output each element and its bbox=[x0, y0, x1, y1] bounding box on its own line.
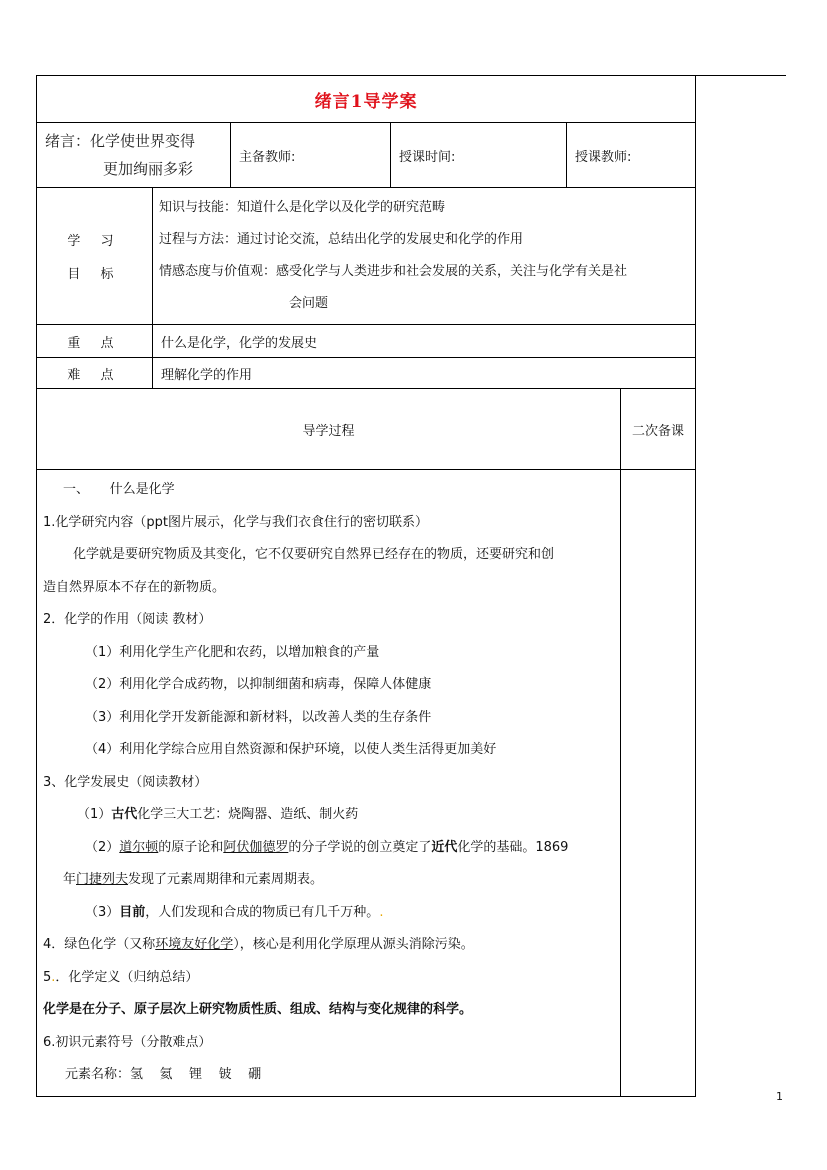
section-1-1: 1.化学研究内容（ppt图片展示，化学与我们衣食住行的密切联系） bbox=[43, 514, 429, 530]
s3-1-bold: 古代 bbox=[111, 807, 138, 822]
s3-2b-pre: 年 bbox=[63, 872, 77, 887]
section-2-4: （4）利用化学综合应用自然资源和保护环境，以使人类生活得更加美好 bbox=[85, 742, 497, 757]
goals-content bbox=[153, 188, 696, 325]
s4-underlined: 环境友好化学 bbox=[155, 937, 234, 952]
mendeleev-name: 门捷列夫 bbox=[76, 872, 129, 887]
difficult-point-label: 难 点 bbox=[37, 358, 153, 389]
section-2-2: （2）利用化学合成药物，以抑制细菌和病毒，保障人体健康 bbox=[85, 677, 432, 692]
key-point-text: 什么是化学，化学的发展史 bbox=[153, 325, 696, 358]
section-6: 6.初识元素符号（分散难点） bbox=[43, 1034, 212, 1050]
lesson-plan-table bbox=[36, 75, 696, 1097]
s4-rest: ），核心是利用化学原理从源头消除污染。 bbox=[233, 937, 474, 952]
s3-2b-rest: 发现了元素周期律和元素周期表。 bbox=[128, 872, 324, 887]
s3-1-rest: 化学三大工艺：烧陶器、造纸、制火药 bbox=[137, 807, 359, 822]
section-2-3: （3）利用化学开发新能源和新材料，以改善人类的生存条件 bbox=[85, 709, 432, 725]
subject-line-1: 绪言：化学使世界变得 bbox=[45, 132, 196, 150]
key-point-label: 重 点 bbox=[37, 325, 153, 358]
goals-label bbox=[37, 188, 153, 325]
goal-emotion: 情感态度与价值观：感受化学与人类进步和社会发展的关系，关注与化学有关是社 bbox=[159, 264, 628, 279]
main-teacher-label: 主备教师: bbox=[231, 123, 391, 188]
section-3-2 bbox=[43, 832, 614, 865]
goal-emotion-cont: 会问题 bbox=[289, 296, 329, 311]
chemistry-definition: 化学是在分子、原子层次上研究物质性质、组成、结构与变化规律的科学。 bbox=[43, 1002, 473, 1017]
s3-2-mid1: 的原子论和 bbox=[158, 839, 224, 855]
subject-line-2: 更加绚丽多彩 bbox=[103, 160, 194, 178]
s3-3-dot: . bbox=[379, 904, 384, 920]
section-1-1-text-a: 化学就是要研究物质及其变化，它不仅要研究自然界已经存在的物质，还要研究和创 bbox=[73, 547, 555, 562]
s3-3-bold: 目前 bbox=[119, 904, 146, 920]
section-3-3 bbox=[43, 897, 614, 930]
s3-1-pre: （1） bbox=[77, 807, 112, 822]
s3-3-rest: ，人们发现和合成的物质已有几千万种。 bbox=[145, 904, 380, 920]
section-1-title: 一、 什么是化学 bbox=[63, 482, 175, 497]
s4-pre: 4．绿色化学（又称 bbox=[43, 937, 156, 952]
class-time-label: 授课时间: bbox=[391, 123, 567, 188]
element-names: 元素名称：氢 氦 锂 铍 硼 bbox=[65, 1067, 262, 1082]
s3-2-end: 化学的基础。1869 bbox=[457, 839, 569, 855]
section-2: 2．化学的作用（阅读 教材） bbox=[43, 612, 212, 627]
page-number: 1 bbox=[776, 1090, 783, 1103]
section-3-1 bbox=[43, 799, 614, 832]
teacher-label: 授课教师: bbox=[567, 123, 696, 188]
s3-2-pre: （2） bbox=[85, 839, 120, 855]
s3-2-bold: 近代 bbox=[431, 839, 458, 855]
section-3: 3、化学发展史（阅读教材） bbox=[43, 774, 208, 790]
goal-knowledge: 知识与技能：知道什么是化学以及化学的研究范畴 bbox=[159, 200, 446, 215]
document-title: 绪言1导学案 bbox=[37, 76, 696, 123]
section-5 bbox=[43, 962, 614, 995]
dalton-name: 道尔顿 bbox=[119, 839, 159, 855]
goals-label-1: 学 习 bbox=[67, 234, 122, 249]
s3-3-pre: （3） bbox=[85, 904, 120, 920]
s3-2-mid2: 的分子学说的创立奠定了 bbox=[288, 839, 432, 855]
process-header: 导学过程 bbox=[37, 389, 621, 470]
s5-pre: 5 bbox=[43, 969, 52, 985]
section-4 bbox=[43, 929, 614, 962]
second-prep-column bbox=[621, 470, 696, 1097]
avogadro-name: 阿伏伽德罗 bbox=[223, 839, 289, 855]
section-3-2b bbox=[43, 864, 614, 897]
second-prep-header: 二次备课 bbox=[621, 389, 696, 470]
section-2-1: （1）利用化学生产化肥和农药，以增加粮食的产量 bbox=[85, 644, 380, 660]
s5-rest: ．化学定义（归纳总结） bbox=[55, 969, 199, 985]
goal-process: 过程与方法：通过讨论交流，总结出化学的发展史和化学的作用 bbox=[159, 232, 524, 247]
subject-cell bbox=[37, 123, 231, 188]
process-content bbox=[37, 470, 621, 1097]
s5-dot: . bbox=[51, 969, 56, 985]
section-1-1-text-b: 造自然界原本不存在的新物质。 bbox=[43, 579, 226, 595]
goals-label-2: 目 标 bbox=[67, 267, 122, 282]
difficult-point-text: 理解化学的作用 bbox=[153, 358, 696, 389]
